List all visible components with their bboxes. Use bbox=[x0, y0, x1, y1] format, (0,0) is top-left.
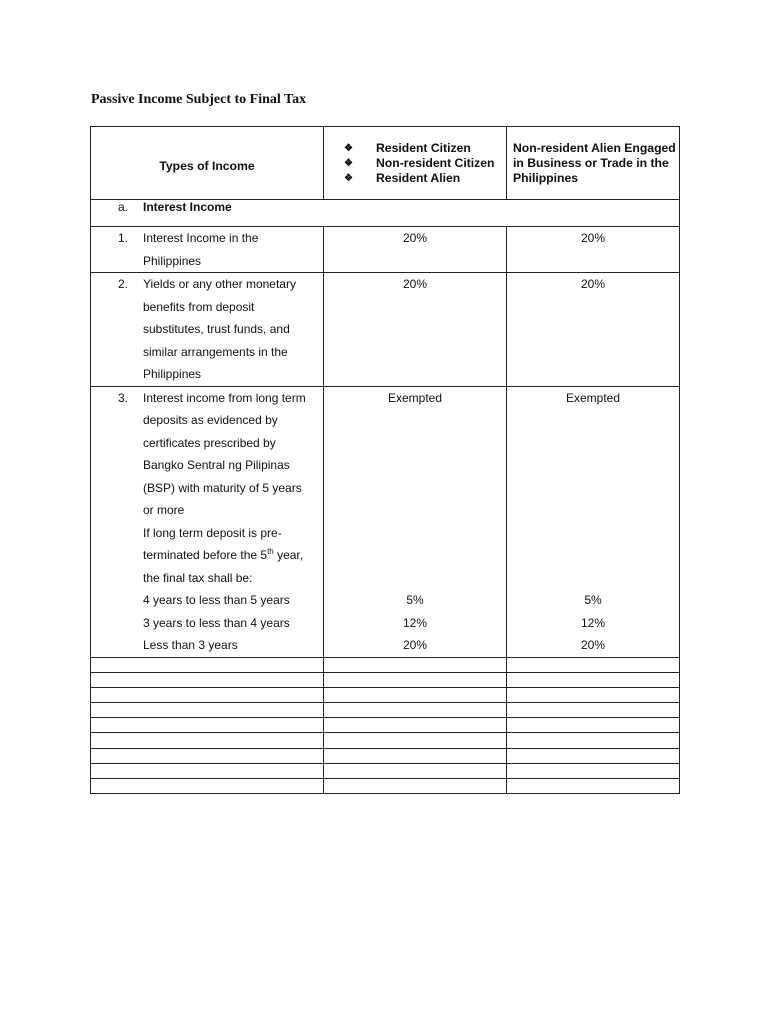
blank-row bbox=[91, 733, 680, 748]
rate-cell: 20% bbox=[324, 273, 507, 387]
blank-row bbox=[91, 779, 680, 794]
rate-cell: 20% bbox=[324, 227, 507, 273]
header-types-of-income: Types of Income bbox=[91, 127, 324, 200]
header-resident-group bbox=[324, 127, 507, 200]
header-nonresident-alien: Non-resident Alien Engaged in Business or Trade in the Philippines bbox=[507, 127, 680, 200]
section-letter: a. bbox=[118, 200, 129, 214]
table-row: 3. Interest income from long term deposits as evidenced by certificates prescribed by Bangko Sentral ng Pilipinas (BSP) with maturity of 5 years or more If long term deposit is pre- terminated before the 5th year, the final tax shall be: 4 years to less than 5 years 3 years to less than 4 years Less than 3 years Exempted 5% 12% 20% Exempted 5% 12% 20% bbox=[91, 386, 680, 657]
blank-row bbox=[91, 657, 680, 672]
diamond-bullet-icon: ❖ bbox=[344, 172, 353, 184]
rate-cell: 20% bbox=[507, 227, 680, 273]
bullet-item: ❖ Resident Alien bbox=[344, 170, 461, 185]
bullet-item: ❖ Non-resident Citizen bbox=[344, 155, 495, 170]
bracket-label: Less than 3 years bbox=[143, 638, 238, 652]
table-row: 1. Interest Income in the Philippines 20% 20% bbox=[91, 227, 680, 273]
passive-income-table bbox=[90, 126, 680, 794]
blank-row bbox=[91, 748, 680, 763]
blank-row bbox=[91, 687, 680, 702]
blank-row bbox=[91, 718, 680, 733]
table-row: 2. Yields or any other monetary benefits from deposit substitutes, trust funds, and similar arrangements in the Philippines 20% 20% bbox=[91, 273, 680, 387]
rate-column: Exempted 5% 12% 20% bbox=[324, 386, 507, 657]
bracket-label: 4 years to less than 5 years bbox=[143, 593, 290, 607]
diamond-bullet-icon: ❖ bbox=[344, 142, 353, 154]
table-header-row bbox=[91, 127, 680, 200]
section-row-interest-income bbox=[91, 200, 680, 227]
document-title: Passive Income Subject to Final Tax bbox=[91, 92, 307, 107]
blank-row bbox=[91, 763, 680, 778]
diamond-bullet-icon: ❖ bbox=[344, 157, 353, 169]
blank-row bbox=[91, 703, 680, 718]
bullet-item: ❖ Resident Citizen bbox=[344, 140, 471, 155]
rate-column: Exempted 5% 12% 20% bbox=[507, 386, 680, 657]
blank-row bbox=[91, 672, 680, 687]
rate-cell: 20% bbox=[507, 273, 680, 387]
bracket-label: 3 years to less than 4 years bbox=[143, 615, 290, 630]
section-label: Interest Income bbox=[143, 200, 232, 214]
